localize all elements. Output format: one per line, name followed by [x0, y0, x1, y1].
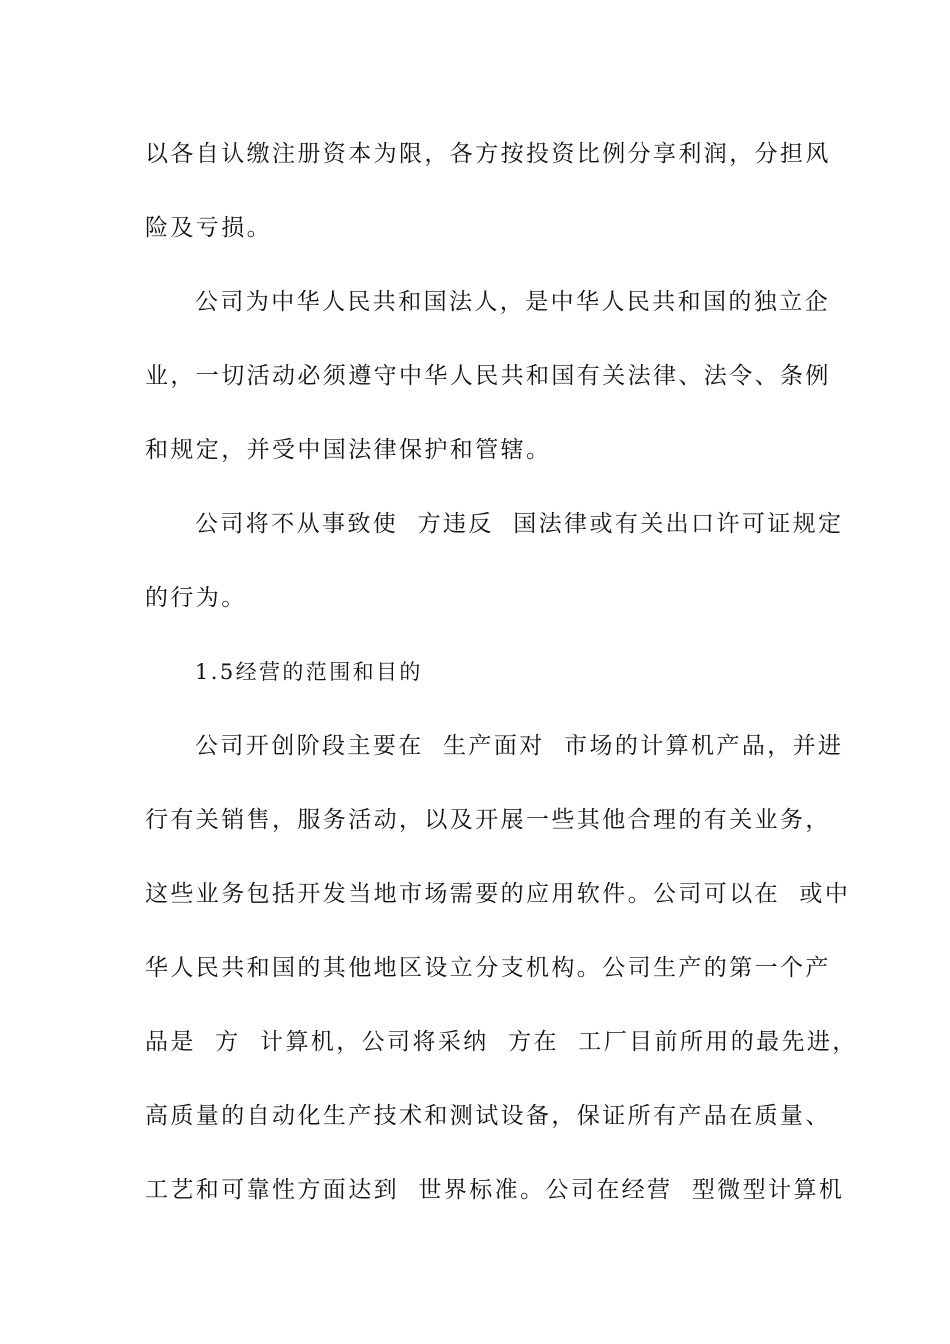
paragraph-first-line: 公司为中华人民共和国法人，是中华人民共和国的独立企 [195, 289, 830, 315]
text-line: 品是 方 计算机，公司将采纳 方在 工厂目前所用的最先进， [145, 1029, 858, 1055]
text-line: 行有关销售，服务活动，以及开展一些其他合理的有关业务， [145, 807, 831, 833]
text-line: 业，一切活动必须遵守中华人民共和国有关法律、法令、条例 [145, 363, 831, 389]
text-line: 这些业务包括开发当地市场需要的应用软件。公司可以在 或中 [145, 881, 851, 907]
text-line: 险及亏损。 [145, 215, 272, 241]
section-heading: 1.5经营的范围和目的 [195, 660, 423, 684]
text-line: 华人民共和国的其他地区设立分支机构。公司生产的第一个产 [145, 955, 831, 981]
paragraph-first-line: 公司开创阶段主要在 生产面对 市场的计算机产品，并进 [195, 733, 844, 759]
paragraph-first-line: 公司将不从事致使 方违反 国法律或有关出口许可证规定 [195, 511, 844, 537]
text-line: 的行为。 [145, 585, 247, 611]
text-line: 工艺和可靠性方面达到 世界标准。公司在经营 型微型计算机 [145, 1177, 845, 1203]
text-line: 高质量的自动化生产技术和测试设备，保证所有产品在质量、 [145, 1103, 831, 1129]
text-line: 和规定，并受中国法律保护和管辖。 [145, 437, 552, 463]
text-line: 以各自认缴注册资本为限，各方按投资比例分享利润，分担风 [145, 141, 831, 167]
